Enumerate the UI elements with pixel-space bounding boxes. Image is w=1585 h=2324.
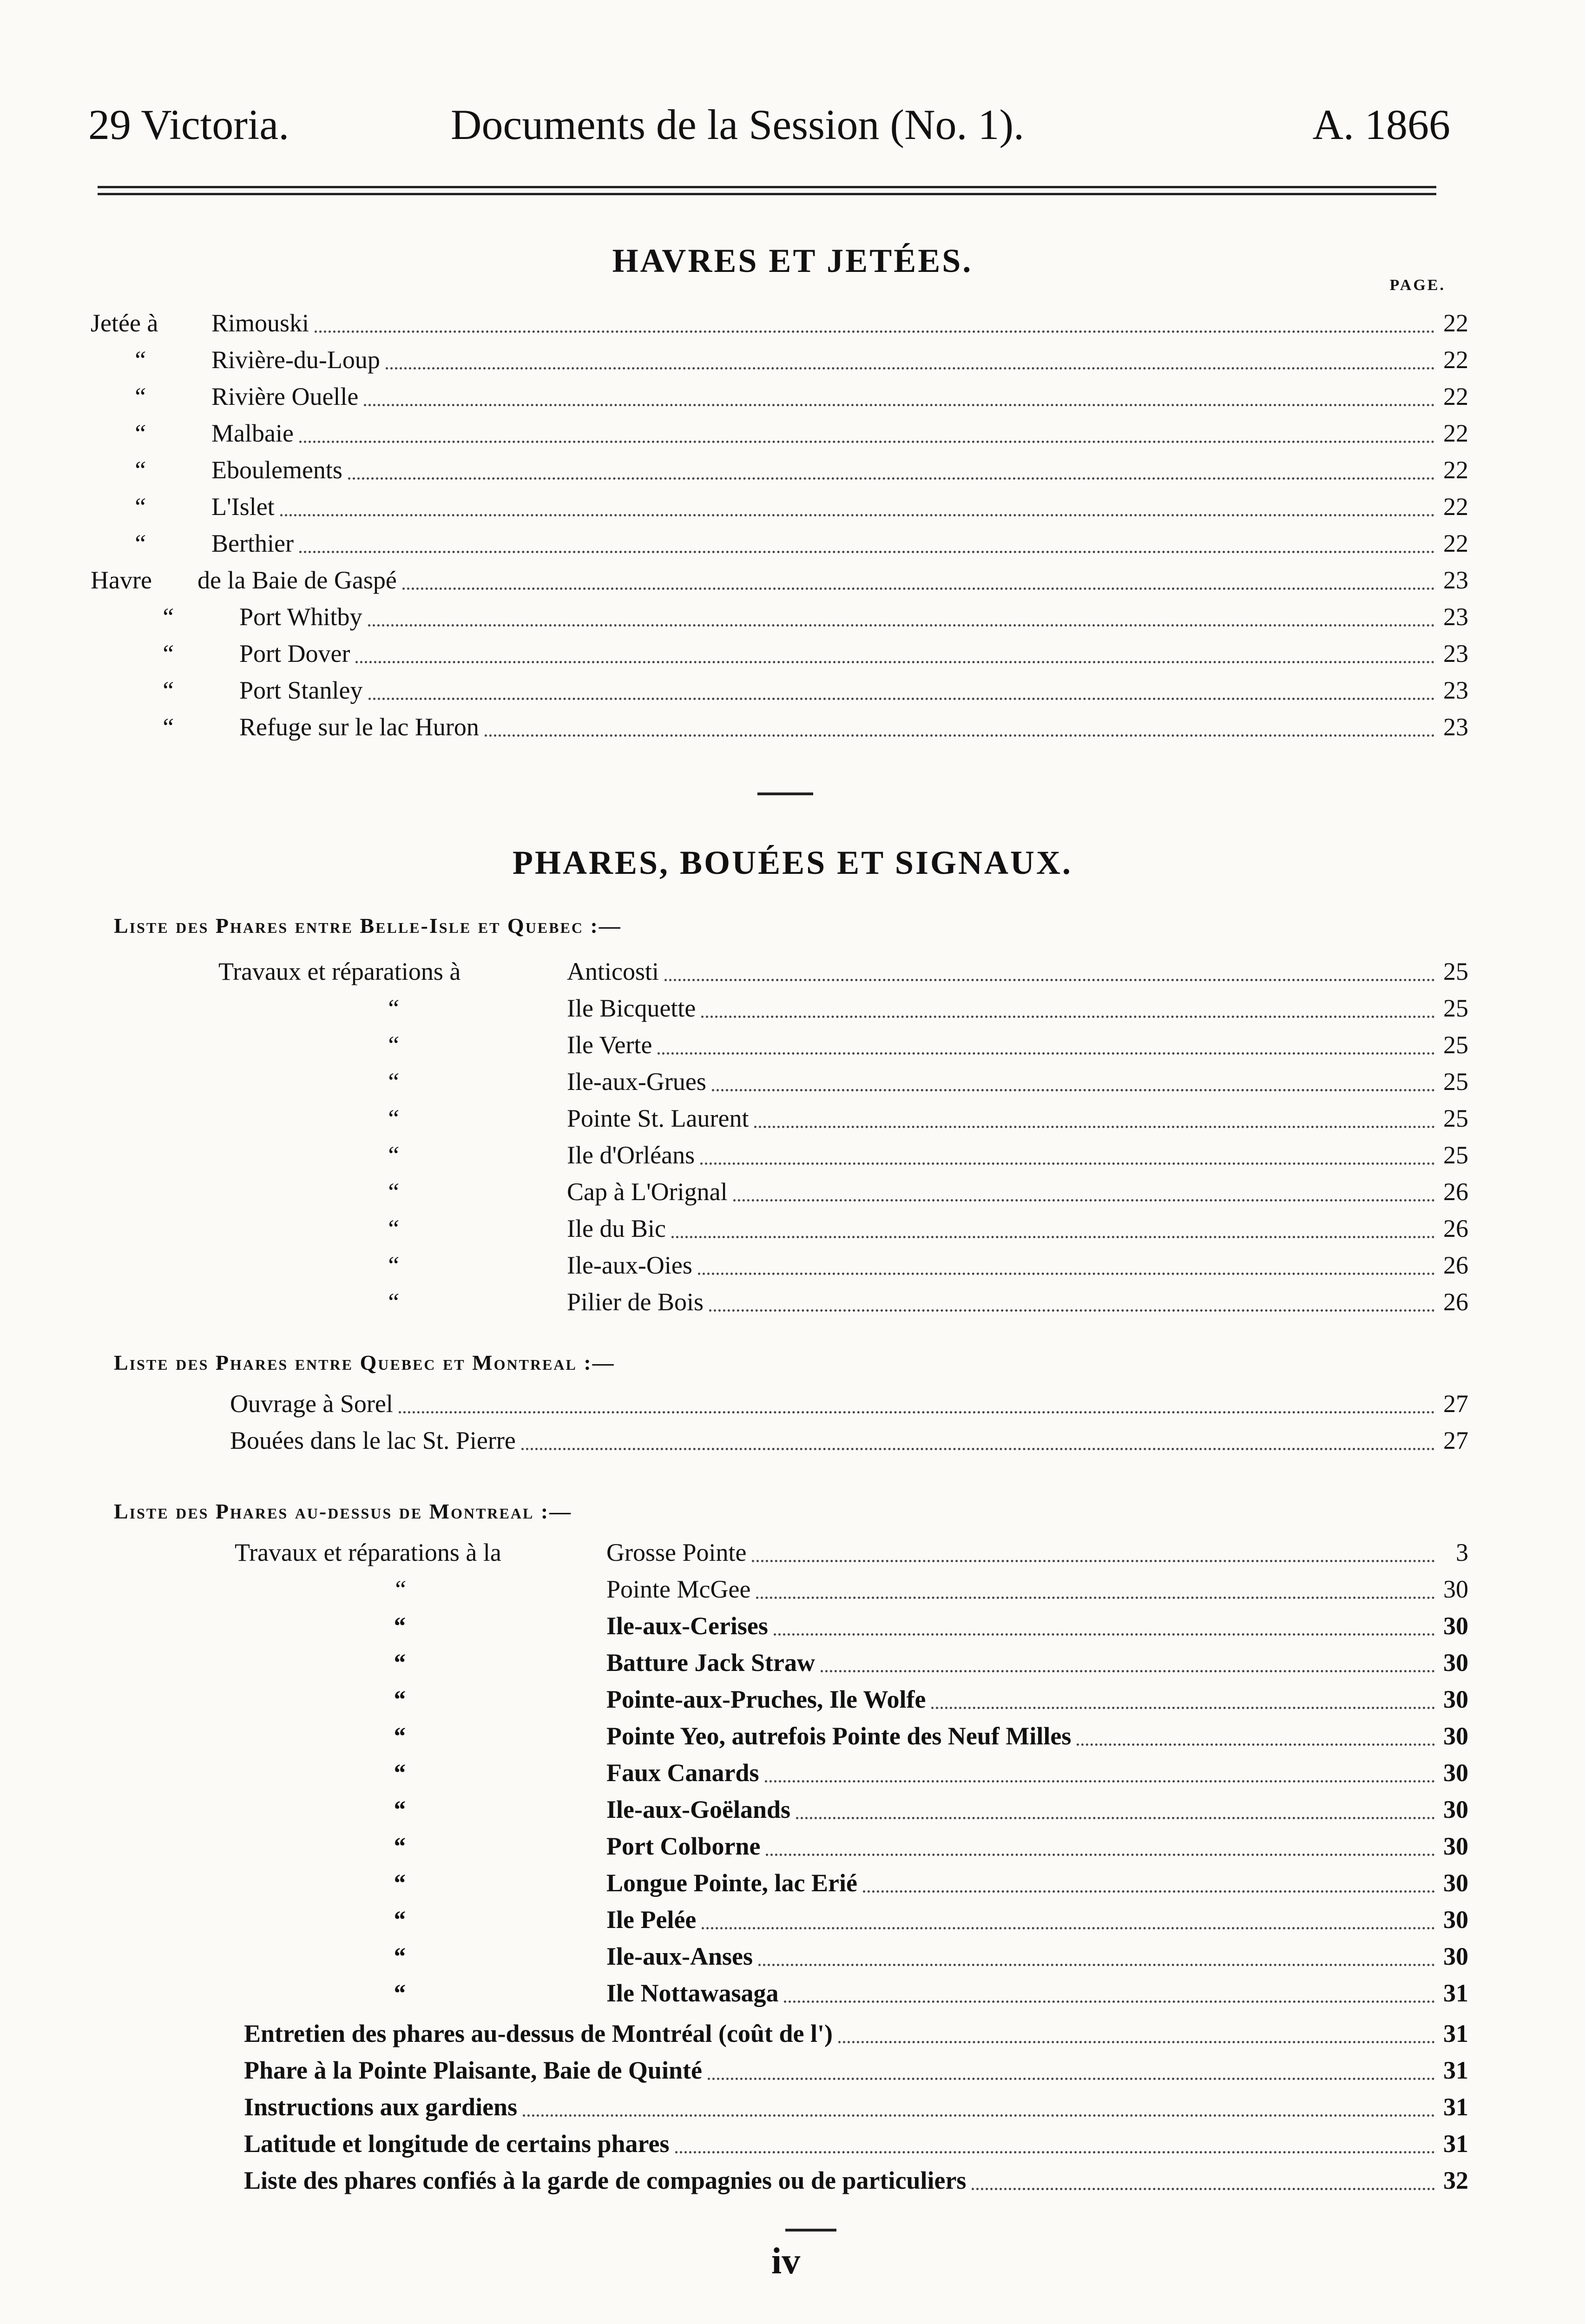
entry-label: Ile d'Orléans <box>567 1141 695 1169</box>
dot-leader <box>774 1633 1435 1636</box>
entry-label: Rivière Ouelle <box>211 383 359 410</box>
entry-page-number: 27 <box>1443 1390 1468 1418</box>
entry-page-number: 31 <box>1443 1979 1468 2007</box>
entry-page-number: 30 <box>1443 1649 1468 1677</box>
entry-label: Ile-aux-Oies <box>567 1251 692 1279</box>
entry-label: Ile-aux-Goëlands <box>606 1796 791 1823</box>
entry-page-number: 22 <box>1443 456 1468 484</box>
toc-entry <box>235 1830 1468 1862</box>
dot-leader <box>671 1236 1435 1238</box>
dot-leader <box>709 1309 1435 1312</box>
entry-page-number: 26 <box>1443 1178 1468 1206</box>
entry-label: Port Colborne <box>606 1832 761 1860</box>
toc-entry <box>218 1249 1468 1281</box>
toc-entry <box>244 2017 1468 2050</box>
entry-label: Refuge sur le lac Huron <box>239 713 479 741</box>
entry-label: Ile-aux-Cerises <box>606 1612 768 1640</box>
dot-leader <box>368 624 1435 627</box>
entry-label: Ile Verte <box>567 1031 652 1059</box>
entry-label: Pointe Yeo, autrefois Pointe des Neuf Milles <box>606 1722 1072 1750</box>
ditto-mark: “ <box>393 1575 407 1603</box>
dot-leader <box>698 1273 1435 1275</box>
ditto-mark: “ <box>160 676 175 704</box>
entry-label: Pilier de Bois <box>567 1288 704 1316</box>
toc-entry <box>91 637 1468 670</box>
toc-entry <box>218 1286 1468 1318</box>
entry-label: Ile Pelée <box>606 1906 697 1934</box>
entry-page-number: 26 <box>1443 1251 1468 1279</box>
entry-label: Ile Nottawasaga <box>606 1979 779 2007</box>
dot-leader <box>315 330 1435 333</box>
entry-label: Port Whitby <box>239 603 362 631</box>
dot-leader <box>523 2114 1435 2117</box>
entry-label: Anticosti <box>567 957 659 985</box>
entry-page-number: 26 <box>1443 1215 1468 1242</box>
ditto-mark: “ <box>393 1759 405 1787</box>
toc-entry <box>91 343 1468 376</box>
entry-prefix: Travaux et réparations à la <box>235 1538 501 1566</box>
toc-entry <box>235 1977 1468 2009</box>
toc-entry <box>218 1175 1468 1208</box>
toc-entry <box>218 992 1468 1024</box>
ditto-mark: “ <box>393 1979 405 2007</box>
ditto-mark: “ <box>393 1832 405 1860</box>
entry-page-number: 32 <box>1443 2166 1468 2194</box>
entry-label: Phare à la Pointe Plaisante, Baie de Quinté <box>244 2056 702 2084</box>
dot-leader <box>280 514 1435 516</box>
entry-label: Ile Bicquette <box>567 994 696 1022</box>
dot-leader <box>402 588 1435 590</box>
toc-entry <box>235 1573 1468 1605</box>
header-session: 29 Victoria. <box>88 101 289 148</box>
toc-entry <box>218 1029 1468 1061</box>
toc-entry <box>244 2091 1468 2123</box>
entry-label: Port Dover <box>239 640 350 667</box>
entry-label: Eboulements <box>211 456 342 484</box>
dot-leader <box>702 1927 1435 1929</box>
ditto-mark: “ <box>386 1068 400 1096</box>
entry-page-number: 22 <box>1443 419 1468 447</box>
toc-entry <box>235 1646 1468 1679</box>
toc-entry <box>235 1940 1468 1973</box>
header-title: Documents de la Session (No. 1). <box>451 101 1025 148</box>
page-header <box>88 100 1450 151</box>
entry-page-number: 3 <box>1456 1538 1468 1566</box>
dot-leader <box>399 1411 1435 1413</box>
ditto-mark: “ <box>386 1251 400 1279</box>
entry-page-number: 23 <box>1443 566 1468 594</box>
entry-prefix: Havre <box>91 566 152 594</box>
dot-leader <box>931 1707 1435 1709</box>
dot-leader <box>765 1780 1435 1783</box>
entry-label: Batture Jack Straw <box>606 1649 815 1677</box>
ditto-mark: “ <box>393 1906 405 1934</box>
toc-entry <box>91 380 1468 413</box>
dot-leader <box>299 551 1435 553</box>
ditto-mark: “ <box>160 603 175 631</box>
ditto-mark: “ <box>132 419 147 447</box>
entry-page-number: 30 <box>1443 1942 1468 1970</box>
entry-page-number: 22 <box>1443 309 1468 337</box>
toc-entry <box>235 1536 1468 1569</box>
entry-page-number: 30 <box>1443 1722 1468 1750</box>
entry-page-number: 23 <box>1443 713 1468 741</box>
entry-label: Malbaie <box>211 419 294 447</box>
ditto-mark: “ <box>132 456 147 484</box>
entry-label: Instructions aux gardiens <box>244 2093 518 2121</box>
toc-entry <box>218 1212 1468 1245</box>
entry-page-number: 31 <box>1443 2020 1468 2047</box>
entry-label: Longue Pointe, lac Erié <box>606 1869 857 1897</box>
subheading-above-montreal: Liste des Phares au-dessus de Montreal :— <box>114 1499 572 1523</box>
dot-leader <box>708 2078 1435 2080</box>
dot-leader <box>368 698 1435 700</box>
entry-label: de la Baie de Gaspé <box>197 566 397 594</box>
page-column-label: PAGE. <box>1389 277 1446 294</box>
toc-entry <box>218 1139 1468 1171</box>
dot-leader <box>658 1052 1435 1055</box>
toc-entry <box>235 1793 1468 1826</box>
ditto-mark: “ <box>132 346 147 374</box>
dot-leader <box>701 1016 1435 1018</box>
dot-leader <box>355 661 1435 663</box>
dot-leader <box>700 1162 1435 1165</box>
toc-entry <box>235 1610 1468 1642</box>
ditto-mark: “ <box>393 1869 405 1897</box>
dot-leader <box>838 2041 1435 2043</box>
entry-page-number: 23 <box>1443 603 1468 631</box>
ditto-mark: “ <box>386 994 400 1022</box>
ditto-mark: “ <box>393 1722 405 1750</box>
entry-page-number: 30 <box>1443 1796 1468 1823</box>
ditto-mark: “ <box>393 1685 405 1713</box>
dot-leader <box>863 1890 1435 1893</box>
section-divider <box>757 792 813 795</box>
ditto-mark: “ <box>160 713 175 741</box>
entry-page-number: 31 <box>1443 2130 1468 2158</box>
toc-entry <box>244 2054 1468 2086</box>
ditto-mark: “ <box>386 1031 400 1059</box>
entry-page-number: 23 <box>1443 640 1468 667</box>
dot-leader <box>386 367 1435 370</box>
entry-label: Bouées dans le lac St. Pierre <box>230 1426 516 1454</box>
toc-entry <box>235 1683 1468 1716</box>
toc-entry <box>91 417 1468 449</box>
dot-leader <box>821 1670 1435 1672</box>
entry-label: Pointe McGee <box>606 1575 751 1603</box>
dot-leader <box>1077 1743 1435 1746</box>
entry-label: Ile-aux-Anses <box>606 1942 753 1970</box>
entry-prefix: Travaux et réparations à <box>218 957 461 985</box>
dot-leader <box>758 1964 1435 1966</box>
ditto-mark: “ <box>386 1288 400 1316</box>
ditto-mark: “ <box>393 1942 405 1970</box>
entry-label: Rivière-du-Loup <box>211 346 380 374</box>
entry-page-number: 30 <box>1443 1869 1468 1897</box>
entry-page-number: 25 <box>1443 1031 1468 1059</box>
entry-page-number: 27 <box>1443 1426 1468 1454</box>
toc-entry <box>91 454 1468 486</box>
entry-page-number: 22 <box>1443 529 1468 557</box>
ditto-mark: “ <box>393 1612 405 1640</box>
dot-leader <box>485 734 1435 737</box>
entry-page-number: 25 <box>1443 1104 1468 1132</box>
dot-leader <box>675 2151 1435 2153</box>
dot-leader <box>733 1199 1435 1202</box>
ditto-mark: “ <box>393 1649 405 1677</box>
toc-entry <box>235 1903 1468 1936</box>
ditto-mark: “ <box>132 529 147 557</box>
dot-leader <box>766 1854 1435 1856</box>
entry-label: Cap à L'Orignal <box>567 1178 728 1206</box>
entry-page-number: 31 <box>1443 2093 1468 2121</box>
toc-entry <box>218 1065 1468 1098</box>
toc-entry <box>91 490 1468 523</box>
entry-label: Pointe St. Laurent <box>567 1104 749 1132</box>
page-number: iv <box>771 2241 801 2282</box>
entry-label: Berthier <box>211 529 294 557</box>
entry-label: Grosse Pointe <box>606 1538 747 1566</box>
entry-label: Latitude et longitude de certains phares <box>244 2130 670 2158</box>
entry-page-number: 30 <box>1443 1612 1468 1640</box>
entry-label: Pointe-aux-Pruches, Ile Wolfe <box>606 1685 926 1713</box>
toc-entry <box>235 1756 1468 1789</box>
header-double-rule <box>98 186 1436 200</box>
entry-page-number: 22 <box>1443 346 1468 374</box>
section-title-havres: HAVRES ET JETÉES. <box>612 242 973 279</box>
entry-page-number: 31 <box>1443 2056 1468 2084</box>
ditto-mark: “ <box>386 1104 400 1132</box>
entry-page-number: 25 <box>1443 957 1468 985</box>
entry-page-number: 25 <box>1443 1068 1468 1096</box>
entry-page-number: 30 <box>1443 1906 1468 1934</box>
toc-entry <box>91 564 1468 596</box>
toc-entry <box>218 955 1468 988</box>
toc-entry <box>244 2164 1468 2197</box>
ditto-mark: “ <box>386 1178 400 1206</box>
entry-page-number: 23 <box>1443 676 1468 704</box>
toc-entry <box>91 711 1468 743</box>
entry-label: Port Stanley <box>239 676 363 704</box>
entry-label: Faux Canards <box>606 1759 759 1787</box>
dot-leader <box>754 1126 1435 1128</box>
toc-entry <box>244 2127 1468 2160</box>
entry-label: L'Islet <box>211 493 275 521</box>
ditto-mark: “ <box>160 640 175 667</box>
ditto-mark: “ <box>132 383 147 410</box>
dot-leader <box>364 404 1435 406</box>
entry-page-number: 25 <box>1443 994 1468 1022</box>
entry-prefix: Jetée à <box>91 309 158 337</box>
ditto-mark: “ <box>386 1215 400 1242</box>
entry-page-number: 25 <box>1443 1141 1468 1169</box>
ditto-mark: “ <box>393 1796 405 1823</box>
toc-entry <box>235 1867 1468 1899</box>
toc-entry <box>235 1720 1468 1752</box>
toc-entry <box>218 1102 1468 1135</box>
header-year: A. 1866 <box>1312 101 1450 148</box>
toc-entry <box>91 307 1468 339</box>
dot-leader <box>712 1089 1435 1091</box>
dot-leader <box>521 1448 1435 1450</box>
dot-leader <box>784 2000 1435 2003</box>
toc-entry <box>91 601 1468 633</box>
dot-leader <box>972 2188 1435 2190</box>
entry-page-number: 30 <box>1443 1759 1468 1787</box>
entry-page-number: 26 <box>1443 1288 1468 1316</box>
toc-entry <box>91 527 1468 560</box>
footer-rule <box>785 2229 836 2232</box>
ditto-mark: “ <box>386 1141 400 1169</box>
entry-label: Ouvrage à Sorel <box>230 1390 393 1418</box>
dot-leader <box>756 1597 1435 1599</box>
entry-page-number: 30 <box>1443 1685 1468 1713</box>
section-title-phares: PHARES, BOUÉES ET SIGNAUX. <box>513 844 1072 881</box>
dot-leader <box>796 1817 1435 1819</box>
entry-label: Ile du Bic <box>567 1215 666 1242</box>
dot-leader <box>664 979 1435 981</box>
dot-leader <box>752 1560 1435 1562</box>
subheading-belle-isle-quebec: Liste des Phares entre Belle-Isle et Quebec :— <box>114 914 622 938</box>
entry-page-number: 22 <box>1443 383 1468 410</box>
entry-label: Rimouski <box>211 309 309 337</box>
toc-entry <box>91 674 1468 706</box>
entry-page-number: 30 <box>1443 1832 1468 1860</box>
entry-label: Entretien des phares au-dessus de Montréal (coût de l') <box>244 2020 833 2047</box>
subheading-quebec-montreal: Liste des Phares entre Quebec et Montreal :— <box>114 1351 615 1374</box>
entry-page-number: 22 <box>1443 493 1468 521</box>
ditto-mark: “ <box>132 493 147 521</box>
dot-leader <box>299 441 1435 443</box>
toc-entry <box>230 1424 1468 1457</box>
toc-entry <box>230 1387 1468 1420</box>
dot-leader <box>348 477 1435 480</box>
entry-page-number: 30 <box>1443 1575 1468 1603</box>
entry-label: Liste des phares confiés à la garde de compagnies ou de particuliers <box>244 2166 967 2194</box>
entry-label: Ile-aux-Grues <box>567 1068 706 1096</box>
